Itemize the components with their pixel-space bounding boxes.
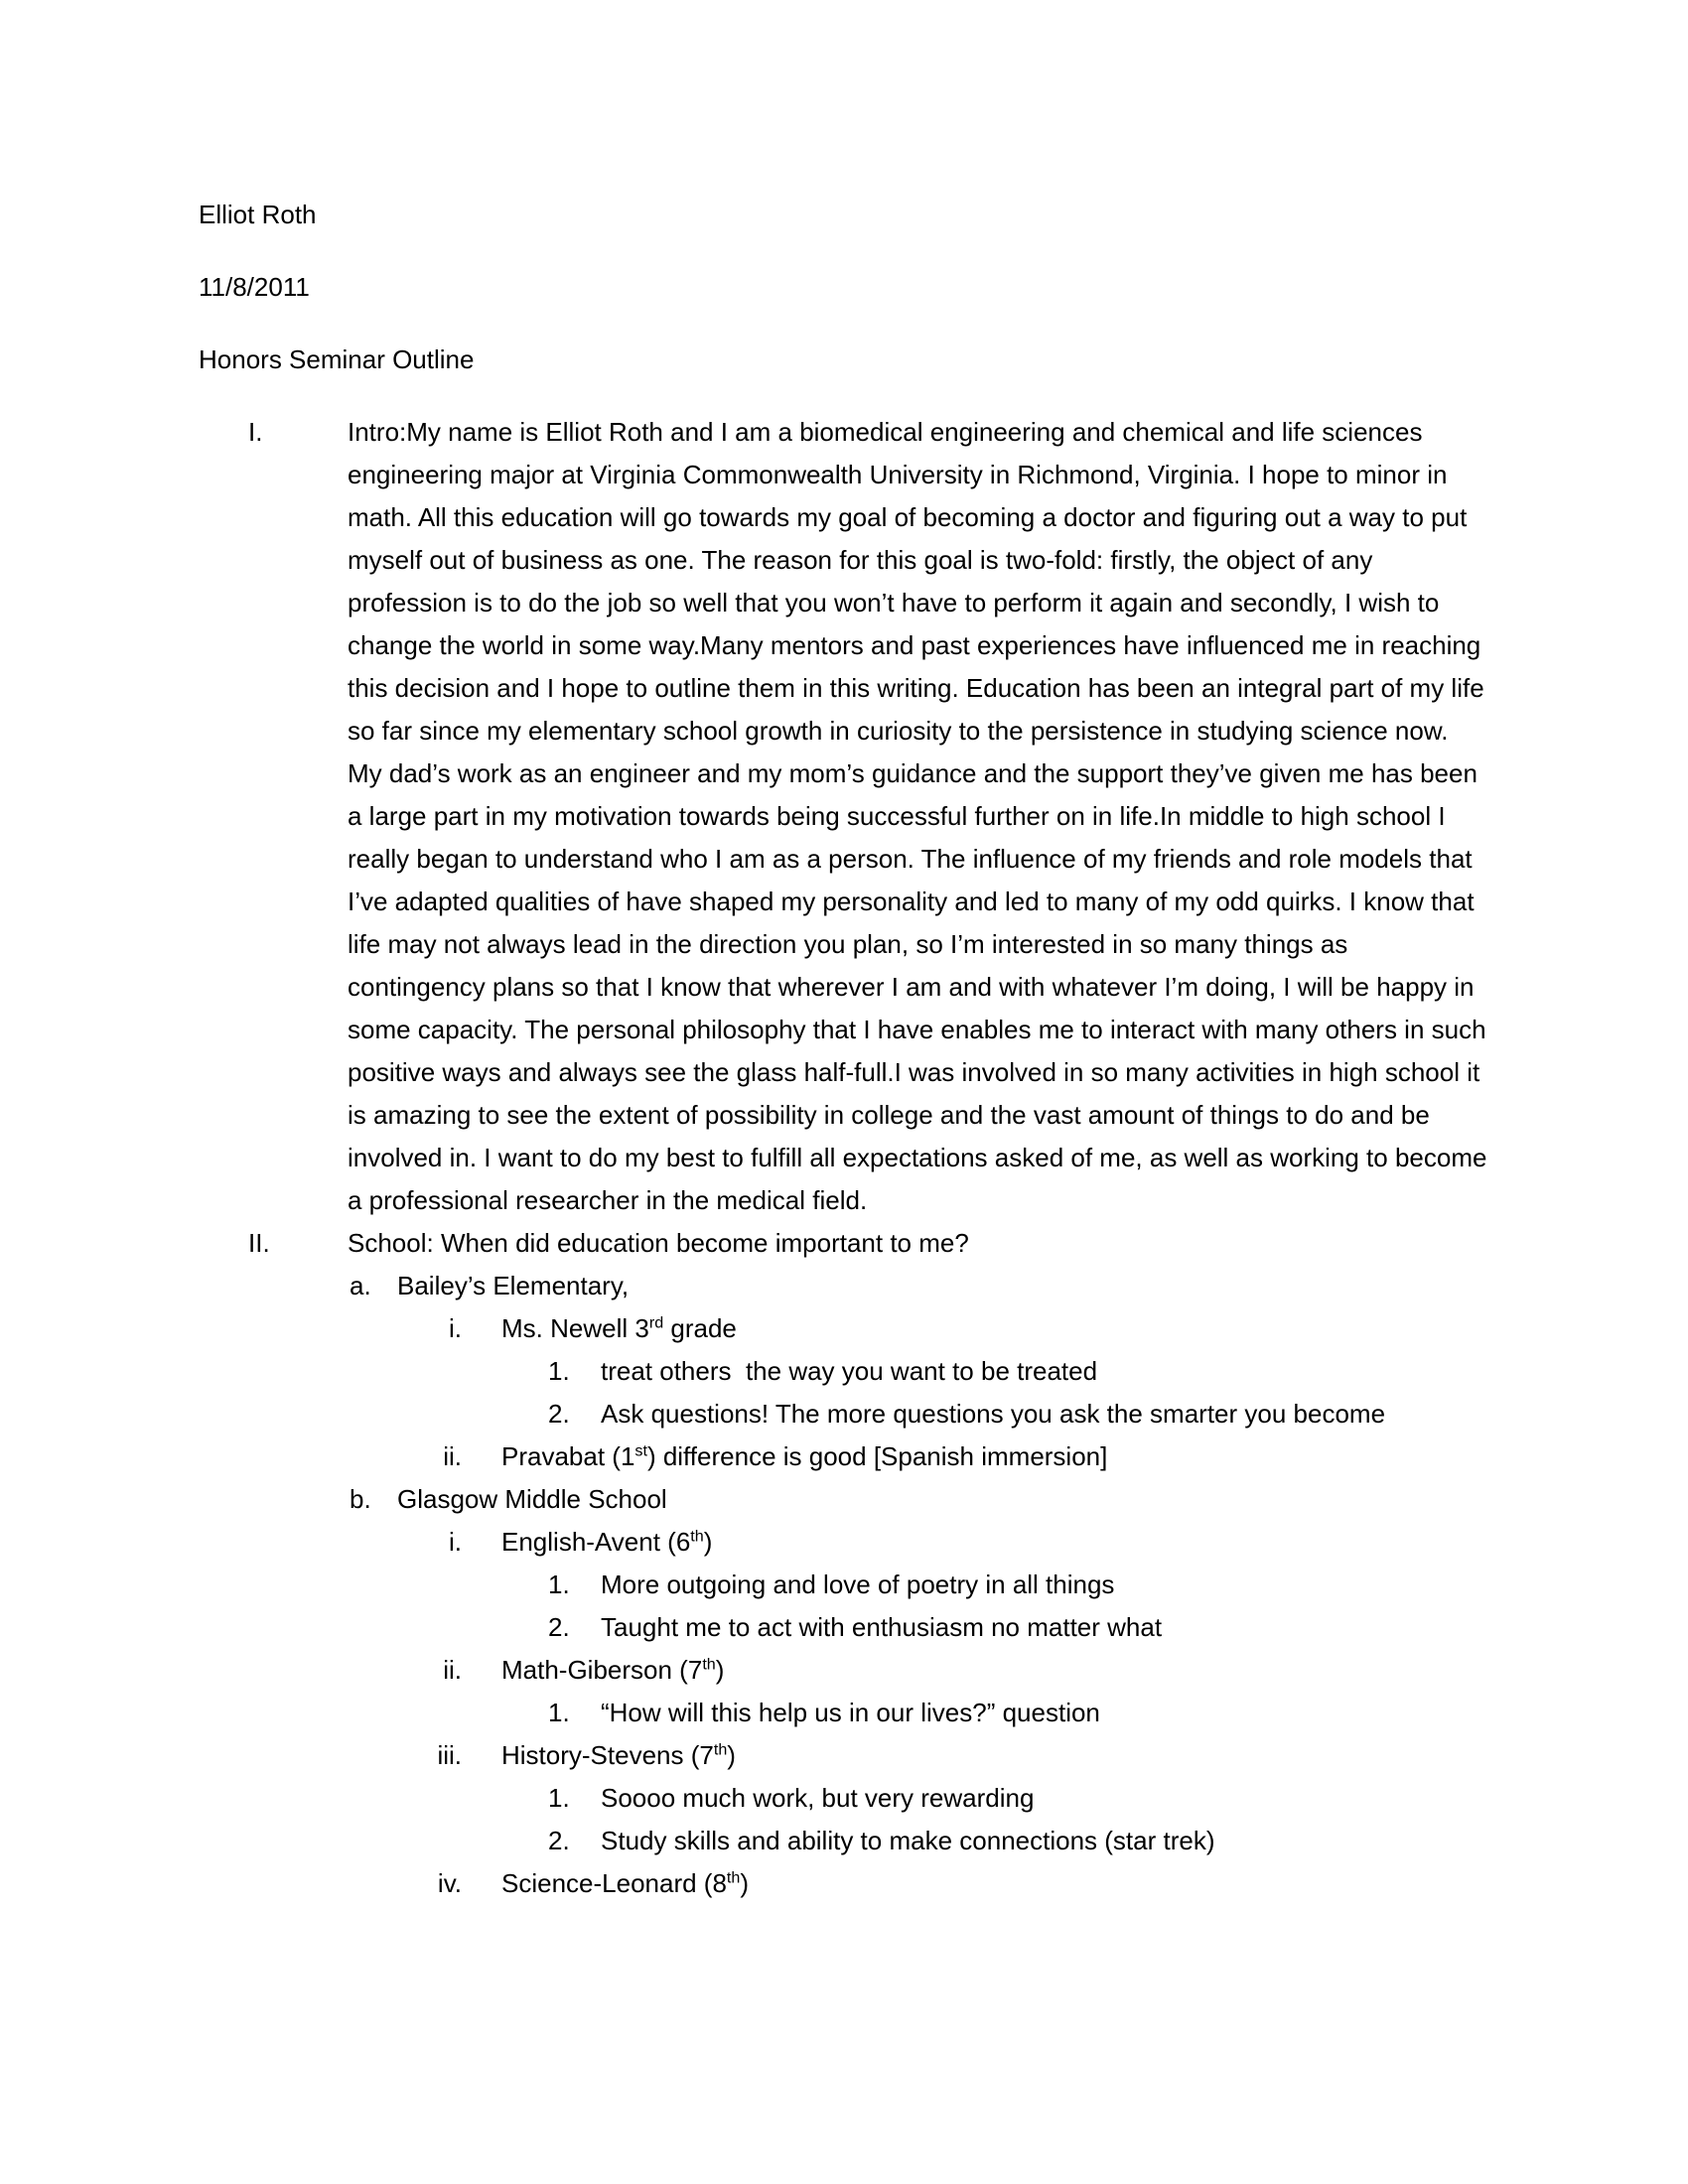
outline-item-text bbox=[348, 1222, 1489, 1265]
outline-item-text bbox=[501, 1862, 1489, 1905]
text-segment: Ms. Newell 3 bbox=[501, 1313, 649, 1343]
text-segment: Math-Giberson (7 bbox=[501, 1655, 703, 1685]
outline-item-marker: i. bbox=[449, 1527, 462, 1557]
outline-item-text bbox=[501, 1649, 1489, 1692]
text-segment: School: When did education become important to me? bbox=[348, 1228, 969, 1258]
text-segment: ) bbox=[715, 1655, 725, 1685]
outline-item-marker: ii. bbox=[443, 1655, 462, 1685]
outline-item-marker: 1. bbox=[548, 1570, 570, 1599]
outline-item-text bbox=[397, 1478, 1489, 1521]
outline-item-text bbox=[501, 1307, 1489, 1350]
outline-item bbox=[199, 1606, 1489, 1649]
outline-item bbox=[199, 1777, 1489, 1820]
text-segment: Study skills and ability to make connections (star trek) bbox=[601, 1826, 1215, 1855]
outline-item-marker: ii. bbox=[443, 1441, 462, 1471]
text-segment: Taught me to act with enthusiasm no matter what bbox=[601, 1612, 1163, 1642]
text-segment: ) difference is good [Spanish immersion] bbox=[646, 1441, 1108, 1471]
superscript-text: th bbox=[702, 1655, 716, 1674]
outline-item-marker: I. bbox=[248, 417, 263, 447]
outline-item bbox=[199, 1564, 1489, 1606]
outline-item-text bbox=[601, 1393, 1489, 1435]
outline-item-marker: 1. bbox=[548, 1356, 570, 1386]
outline-item-marker: 2. bbox=[548, 1826, 570, 1855]
text-segment: Glasgow Middle School bbox=[397, 1484, 667, 1514]
outline-item bbox=[199, 1435, 1489, 1478]
outline-item-marker: b. bbox=[350, 1484, 371, 1514]
outline-item bbox=[199, 1393, 1489, 1435]
text-segment: Bailey’s Elementary, bbox=[397, 1271, 630, 1300]
text-segment: Pravabat (1 bbox=[501, 1441, 635, 1471]
outline-item bbox=[199, 1307, 1489, 1350]
author-line: Elliot Roth bbox=[199, 200, 317, 229]
text-segment: ) bbox=[703, 1527, 713, 1557]
outline-item-text bbox=[501, 1435, 1489, 1478]
text-segment: Intro:My name is Elliot Roth and I am a biomedical engineering and chemical and life sciences engineering major at Virginia Commonwealth University in Richmond, Virginia. I hope to minor in math. All this education will go towards my goal of becoming a doctor and figuring out a way to put myself out of business as one. The reason for this goal is two-fold: firstly, the object of any profession is to do the job so well that you won’t have to perform it again and secondly, I wish to change the world in some way.Many mentors and past experiences have influenced me in reaching this decision and I hope to outline them in this writing. Education has been an integral part of my life so far since my elementary school growth in curiosity to the persistence in studying science now. My dad’s work as an engineer and my mom’s guidance and the support they’ve given me has been a large part in my motivation towards being successful further on in life.In middle to high school I really began to understand who I am as a person. The influence of my friends and role models that I’ve adapted qualities of have shaped my personality and led to many of my odd quirks. I know that life may not always lead in the direction you plan, so I’m interested in so many things as contingency plans so that I know that wherever I am and with whatever I’m doing, I will be happy in some capacity. The personal philosophy that I have enables me to interact with many others in such positive ways and always see the glass half-full.I was involved in so many activities in high school it is amazing to see the extent of possibility in college and the vast amount of things to do and be involved in. I want to do my best to fulfill all expectations asked of me, as well as working to become a professional researcher in the medical field. bbox=[348, 417, 1494, 1215]
outline-item bbox=[199, 1692, 1489, 1734]
outline-item-text bbox=[501, 1521, 1489, 1564]
text-segment: ) bbox=[727, 1740, 736, 1770]
outline-item-marker: 2. bbox=[548, 1612, 570, 1642]
text-segment: More outgoing and love of poetry in all things bbox=[601, 1570, 1115, 1599]
outline-item-marker: i. bbox=[449, 1313, 462, 1343]
outline-item-text bbox=[601, 1820, 1489, 1862]
outline-item bbox=[199, 1350, 1489, 1393]
document-title: Honors Seminar Outline bbox=[199, 344, 475, 374]
superscript-text: rd bbox=[648, 1313, 664, 1332]
text-segment: English-Avent (6 bbox=[501, 1527, 691, 1557]
superscript-text: st bbox=[634, 1441, 647, 1460]
outline-item-marker: II. bbox=[248, 1228, 270, 1258]
text-segment: Soooo much work, but very rewarding bbox=[601, 1783, 1035, 1813]
outline-item bbox=[199, 1820, 1489, 1862]
outline-item bbox=[199, 411, 1494, 1222]
outline-item-text bbox=[601, 1606, 1489, 1649]
outline-list bbox=[199, 411, 1494, 1905]
text-segment: Ask questions! The more questions you ask the smarter you become bbox=[601, 1399, 1386, 1429]
text-segment: grade bbox=[663, 1313, 737, 1343]
superscript-text: th bbox=[726, 1868, 741, 1887]
outline-item bbox=[199, 1222, 1489, 1265]
outline-item-marker: 2. bbox=[548, 1399, 570, 1429]
superscript-text: th bbox=[690, 1527, 704, 1546]
outline-item-text bbox=[397, 1265, 1489, 1307]
outline-item-marker: iv. bbox=[437, 1868, 462, 1898]
outline-item-marker: 1. bbox=[548, 1698, 570, 1727]
outline-item-text bbox=[601, 1692, 1489, 1734]
text-segment: History-Stevens (7 bbox=[501, 1740, 714, 1770]
outline-item-text bbox=[501, 1734, 1489, 1777]
outline-item-marker: a. bbox=[350, 1271, 371, 1300]
outline-item bbox=[199, 1265, 1489, 1307]
text-segment: ) bbox=[740, 1868, 750, 1898]
outline-item-text bbox=[601, 1777, 1489, 1820]
outline-item-marker: iii. bbox=[437, 1740, 462, 1770]
superscript-text: th bbox=[713, 1740, 728, 1759]
outline-item bbox=[199, 1521, 1489, 1564]
outline-item bbox=[199, 1478, 1489, 1521]
outline-item-text bbox=[601, 1350, 1489, 1393]
date-line: 11/8/2011 bbox=[199, 272, 310, 302]
outline-item bbox=[199, 1734, 1489, 1777]
outline-item-text bbox=[348, 411, 1494, 1222]
outline-item-text bbox=[601, 1564, 1489, 1606]
text-segment: Science-Leonard (8 bbox=[501, 1868, 727, 1898]
text-segment: treat others the way you want to be treated bbox=[601, 1356, 1098, 1386]
outline-item-marker: 1. bbox=[548, 1783, 570, 1813]
outline-item bbox=[199, 1862, 1489, 1905]
text-segment: “How will this help us in our lives?” question bbox=[601, 1698, 1100, 1727]
outline-item bbox=[199, 1649, 1489, 1692]
